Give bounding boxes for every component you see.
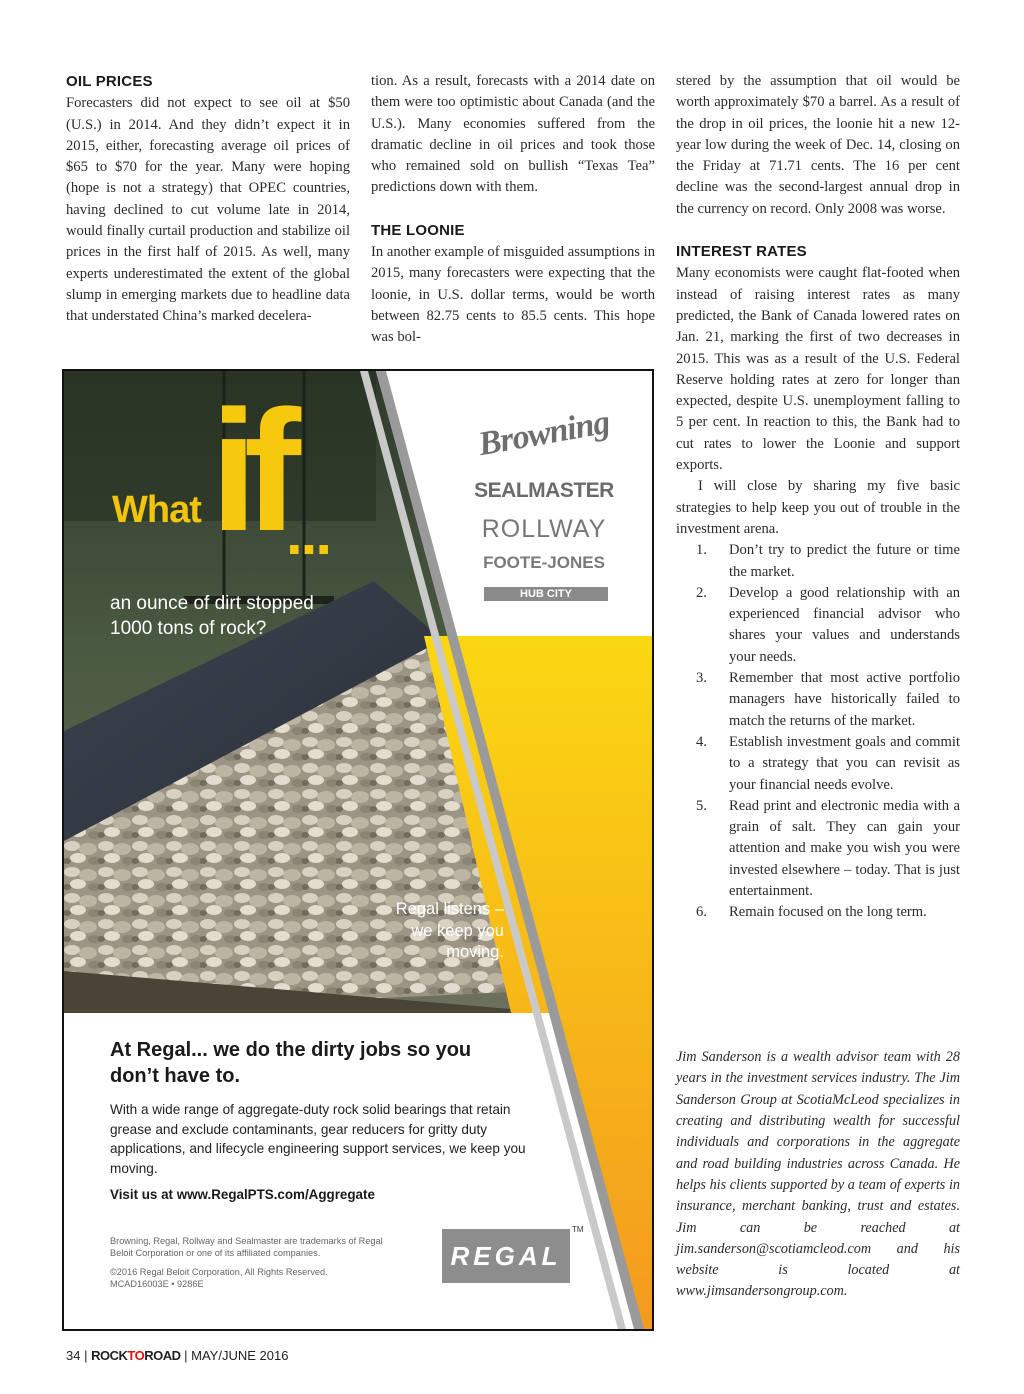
loonie-continued-text: stered by the assumption that oil would be worth approximately $70 a barrel. As a result of the drop in oil prices, the loonie hit a new 12-year low during the week of Dec. 14, closing on the Friday at 71.71 cents. The 16 per cent decline was the second-largest annual drop in the currency on record. Only 2008 was worse. <box>676 73 960 217</box>
heading-oil-prices: OIL PRICES <box>66 73 153 90</box>
column-3 <box>676 71 960 924</box>
list-item: 6. Remain focused on the long term. <box>696 904 927 921</box>
oil-prices-continued-text: tion. As a result, forecasts with a 2014 date on them were too optimistic about Canada (and the U.S.). Many economies suffered from the dramatic decline in oil prices and took those who remained sold on bullish “Texas Tea” predictions down with them. <box>371 73 655 196</box>
brand-sealmaster: SEALMASTER <box>474 479 614 502</box>
headline-if: if <box>210 375 288 567</box>
regal-logo: REGAL <box>442 1229 570 1283</box>
brand-rollway: ROLLWAY <box>481 515 607 543</box>
heading-the-loonie: THE LOONIE <box>371 221 465 239</box>
ad-listens-text: Regal listens – we keep you moving. <box>395 900 504 961</box>
ad-body-text: With a wide range of aggregate-duty rock solid bearings that retain grease and exclude contaminants, gear reducers for gritty duty applications, and lifecycle engineering support services, we keep you moving. <box>110 1102 526 1176</box>
strategies-intro: I will close by sharing my five basic strategies to help keep you out of trouble in the investment arena. <box>676 478 960 537</box>
ad-headline: At Regal... we do the dirty jobs so you don’t have to. <box>110 1039 472 1087</box>
list-item: 3. Remember that most active portfolio managers have historically failed to match the returns of the market. <box>696 670 960 729</box>
brand-foote-jones: FOOTE-JONES <box>483 553 605 572</box>
ad-tagline: an ounce of dirt stopped 1000 tons of rock? <box>110 593 314 639</box>
oil-prices-text: Forecasters did not expect to see oil at $50 (U.S.) in 2014. And they didn’t expect it in 2015, either, forecasting average oil prices of $65 to $70 for the year. Many were hoping (hope is not a strategy) that OPEC countries, having declined to cut volume late in 2014, would finally curtail production and stabilize oil prices in the first half of 2015. As well, many experts underestimated the extent of the global slump in emerging markets due to headline data that understated China’s marked decelera- <box>66 95 350 325</box>
regal-advertisement[interactable] <box>62 369 654 1331</box>
loonie-text: In another example of misguided assumptions in 2015, many forecasters were expecting that the loonie, in U.S. dollar terms, would be worth between 82.75 cents to 85.5 cents. This hope was bol- <box>371 244 655 346</box>
headline-ellipsis: ... <box>286 500 331 567</box>
headline-what: What <box>112 489 201 531</box>
brand-hub-city: HUB CITY <box>484 587 608 601</box>
interest-rates-text: Many economists were caught flat-footed when instead of raising interest rates as many predicted, the Bank of Canada lowered rates on Jan. 21, marking the first of two decreases in 2015. This was as a result of the U.S. Federal Reserve holding rates at zero for longer than expected, despite U.S. unemployment falling to 5 per cent. In reaction to this, the Bank had to cut rates to lower the Loonie and support exports. <box>676 265 960 474</box>
magazine-name: ROCKTOROAD <box>91 1348 181 1363</box>
page-number: 34 <box>66 1348 81 1363</box>
issue-date: MAY/JUNE 2016 <box>191 1348 289 1363</box>
heading-interest-rates: INTEREST RATES <box>676 243 807 261</box>
author-bio: Jim Sanderson is a wealth advisor team with 28 years in the investment services industry. The Jim Sanderson Group at ScotiaMcLeod specializes in creating and distributing wealth for successful individuals and corporations in the aggregate and road building industries across Canada. He helps his clients supported by a team of experts in insurance, merchant banking, trust and estates. Jim can be reached at jim.sanderson@scotiamcleod.com and his website is located at www.jimsandersongroup.com. <box>676 1049 960 1300</box>
list-item: 2. Develop a good relationship with an experienced financial advisor who shares your values and understands your needs. <box>696 584 960 665</box>
strategies-list <box>676 540 960 923</box>
ad-visit-link[interactable]: Visit us at www.RegalPTS.com/Aggregate <box>110 1187 375 1202</box>
page-footer: 34 | ROCKTOROAD | MAY/JUNE 2016 <box>66 1348 289 1363</box>
column-1 <box>66 71 350 328</box>
ad-fine-print: Browning, Regal, Rollway and Sealmaster are trademarks of Regal Beloit Corporation or one of its affiliated companies. ©2016 Regal Beloit Corporation, All Rights Reserved. MCAD16003E • 9286E <box>110 1236 383 1290</box>
list-item: 5. Read print and electronic media with a grain of salt. They can gain your attention and make you wish you were invested elsewhere – today. That is just entertainment. <box>696 797 960 899</box>
list-item: 4. Establish investment goals and commit to a strategy that you can revisit as your financial needs evolve. <box>696 733 960 793</box>
brand-browning: Browning <box>475 403 613 464</box>
trademark-mark: TM <box>572 1225 584 1234</box>
column-2 <box>371 71 655 349</box>
list-item: 1. Don’t try to predict the future or time the market. <box>696 542 960 580</box>
